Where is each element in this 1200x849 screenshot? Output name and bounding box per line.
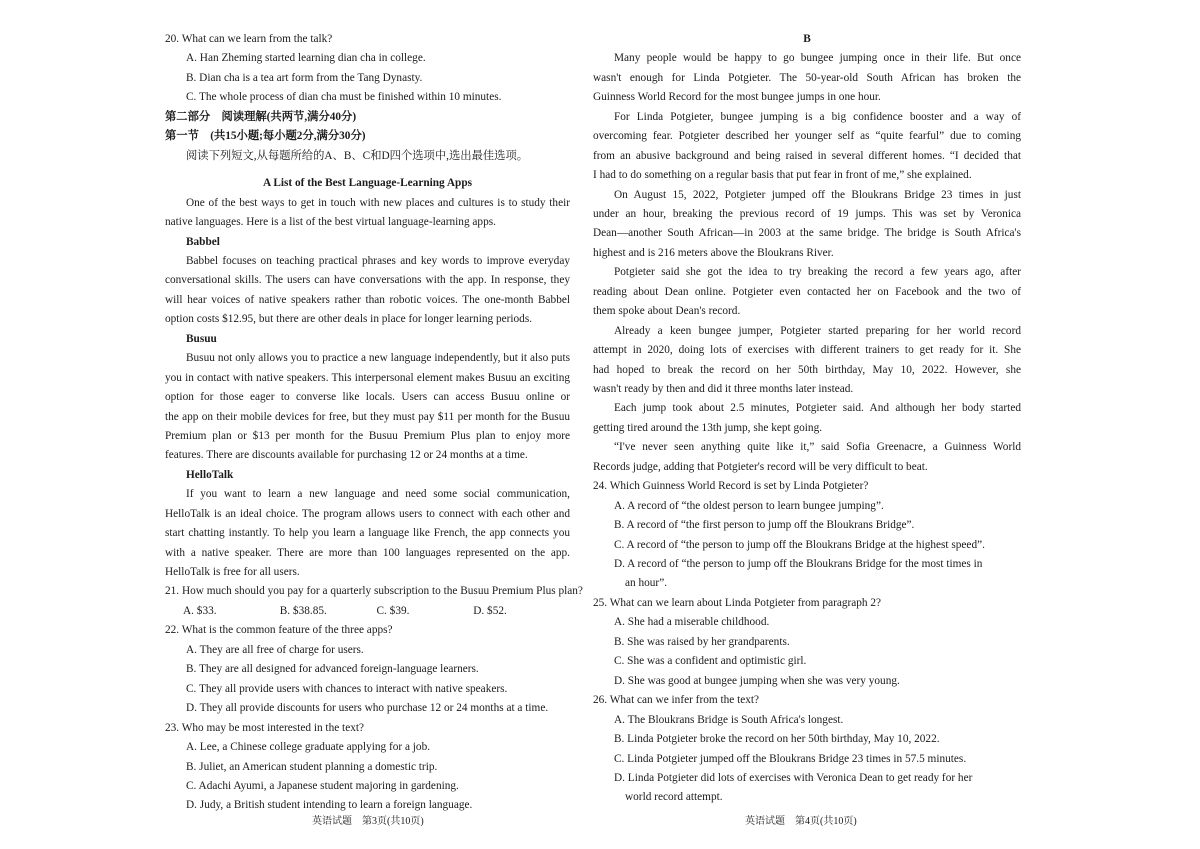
p5-line-4: wasn't ready by then and did it three months later instead. xyxy=(593,382,854,395)
busuu-line-6: features. There are discounts available for purchasing 12 or 24 months at a time. xyxy=(165,449,528,462)
question-25-option-d: D. She was good at bungee jumping when she was very young. xyxy=(614,674,900,687)
busuu-line-4: the app on their mobile devices for free, but they must pay $11 per month for the Busuu xyxy=(165,410,570,423)
question-23-stem: 23. Who may be most interested in the text? xyxy=(165,721,365,734)
hellotalk-line-5: HelloTalk is free for all users. xyxy=(165,566,300,579)
p4-line-3: them spoke about Dean's record. xyxy=(593,305,741,318)
hellotalk-heading: HelloTalk xyxy=(186,468,234,481)
hellotalk-line-3: start chatting instantly. To help you learn a language like French, the app connects you xyxy=(165,527,570,540)
babbel-line-1: Babbel focuses on teaching practical phrases and key words to improve everyday xyxy=(186,254,570,267)
question-21-option-c: C. $39. xyxy=(376,604,410,617)
p5-line-2: attempt in 2020, doing lots of exercises with different trainers to get ready for it. She xyxy=(593,344,1021,357)
hellotalk-line-2: HelloTalk is an ideal choice. The program allows users to connect with each other and xyxy=(165,507,570,520)
question-21-option-b: B. $38.85. xyxy=(279,604,327,617)
question-25-option-b: B. She was raised by her grandparents. xyxy=(614,635,790,648)
question-23-option-d: D. Judy, a British student intending to learn a foreign language. xyxy=(186,799,473,812)
question-26-option-a: A. The Bloukrans Bridge is South Africa's longest. xyxy=(614,713,844,726)
section-b-heading: B xyxy=(803,33,811,45)
busuu-line-5: Premium plan or $13 per month for the Busuu Premium Plus plan to enjoy more xyxy=(165,429,570,442)
question-21-option-d: D. $52. xyxy=(473,604,507,617)
p2-line-4: I had to do something on a regular basis that put fear in front of me,” she explained. xyxy=(593,169,972,182)
hellotalk-line-4: with a native speaker. There are more than 100 languages represented on the app. xyxy=(165,546,570,559)
question-25-stem: 25. What can we learn about Linda Potgieter from paragraph 2? xyxy=(593,596,882,609)
question-22-option-c: C. They all provide users with chances to interact with native speakers. xyxy=(186,682,508,695)
question-24-option-d-continued: an hour”. xyxy=(625,577,668,590)
right-page-footer: 英语试题 第4页(共10页) xyxy=(745,816,857,827)
p2-line-1: For Linda Potgieter, bungee jumping is a big confidence booster and a way of xyxy=(614,110,1021,123)
busuu-line-2: you in contact with native speakers. This interpersonal element makes Busuu an exciting xyxy=(165,371,570,384)
question-26-option-c: C. Linda Potgieter jumped off the Bloukrans Bridge 23 times in 57.5 minutes. xyxy=(614,752,967,765)
question-23-option-c: C. Adachi Ayumi, a Japanese student majoring in gardening. xyxy=(186,780,459,793)
intro-line-2: native languages. Here is a list of the best virtual language-learning apps. xyxy=(165,216,496,229)
p2-line-3: from an abusive background and being raised in several different homes. “I decided that xyxy=(593,149,1021,162)
hellotalk-line-1: If you want to learn a new language and need some social communication, xyxy=(186,488,570,501)
babbel-line-3: will hear voices of native speakers rather than robotic voices. The one-month Babbel xyxy=(165,293,570,306)
p4-line-2: reading about Dean online. Potgieter even contacted her on Facebook and the two of xyxy=(593,285,1021,298)
question-20-stem: 20. What can we learn from the talk? xyxy=(165,33,333,45)
passage-a-title: A List of the Best Language-Learning Apps xyxy=(262,177,473,190)
p7-line-1: “I've never seen anything quite like it,” said Sofia Greenacre, a Guinness World xyxy=(614,441,1021,454)
babbel-heading: Babbel xyxy=(186,235,220,248)
babbel-line-4: option costs $12.95, but there are other deals in place for longer learning periods. xyxy=(165,313,533,326)
p1-line-2: wasn't enough for Linda Potgieter. The 50-year-old South African has broken the xyxy=(593,71,1021,84)
question-24-stem: 24. Which Guinness World Record is set by Linda Potgieter? xyxy=(593,480,869,493)
left-page-column xyxy=(165,30,583,816)
p5-line-1: Already a keen bungee jumper, Potgieter started preparing for her world record xyxy=(614,324,1021,337)
p3-line-2: under an hour, breaking the previous record of 19 jumps. This was set by Veronica xyxy=(593,207,1021,220)
busuu-line-1: Busuu not only allows you to practice a new language independently, but it also puts xyxy=(186,352,570,365)
reading-instructions: 阅读下列短文,从每题所给的A、B、C和D四个选项中,选出最佳选项。 xyxy=(186,149,529,162)
p6-line-2: getting tired around the 13th jump, she kept going. xyxy=(593,421,823,434)
question-23-option-a: A. Lee, a Chinese college graduate applying for a job. xyxy=(186,741,431,754)
babbel-line-2: conversational skills. The users can have conversations with the app. In response, they xyxy=(165,274,570,287)
p3-line-4: highest and is 216 meters above the Bloukrans River. xyxy=(593,246,834,259)
question-26-option-d: D. Linda Potgieter did lots of exercises with Veronica Dean to get ready for her xyxy=(614,771,973,784)
p6-line-1: Each jump took about 2.5 minutes, Potgieter said. And although her body started xyxy=(614,402,1021,415)
question-26-option-d-continued: world record attempt. xyxy=(625,791,723,804)
question-20-option-b: B. Dian cha is a tea art form from the Tang Dynasty. xyxy=(186,71,423,84)
p1-line-1: Many people would be happy to go bungee jumping once in their life. But once xyxy=(614,52,1021,65)
question-26-stem: 26. What can we infer from the text? xyxy=(593,694,760,707)
question-24-option-c: C. A record of “the person to jump off the Bloukrans Bridge at the highest speed”. xyxy=(614,538,985,551)
p3-line-1: On August 15, 2022, Potgieter jumped off the Bloukrans Bridge 23 times in just xyxy=(614,188,1021,201)
p4-line-1: Potgieter said she got the idea to try breaking the record a few years ago, after xyxy=(614,266,1021,279)
question-20-option-c: C. The whole process of dian cha must be finished within 10 minutes. xyxy=(186,91,502,104)
p1-line-3: Guinness World Record for the most bungee jumps in one hour. xyxy=(593,91,881,104)
question-22-stem: 22. What is the common feature of the three apps? xyxy=(165,624,393,637)
section-1-title: 第一节 (共15小题;每小题2分,满分30分) xyxy=(165,130,366,143)
busuu-heading: Busuu xyxy=(186,332,217,345)
question-25-option-c: C. She was a confident and optimistic girl. xyxy=(614,655,807,668)
p3-line-3: Dean—another South African—in 2003 at the same bridge. The bridge is South Africa's xyxy=(593,227,1021,240)
question-22-option-b: B. They are all designed for advanced foreign-language learners. xyxy=(186,663,479,676)
p2-line-2: overcoming fear. Potgieter described her younger self as “quite fearful” due to coming xyxy=(593,130,1021,143)
question-23-option-b: B. Juliet, an American student planning a domestic trip. xyxy=(186,760,438,773)
question-20-option-a: A. Han Zheming started learning dian cha in college. xyxy=(186,52,426,65)
question-21-option-a: A. $33. xyxy=(183,604,217,617)
part-2-title: 第二部分 阅读理解(共两节,满分40分) xyxy=(165,110,357,123)
question-24-option-b: B. A record of “the first person to jump off the Bloukrans Bridge”. xyxy=(614,519,915,532)
right-page-column xyxy=(593,30,1021,808)
question-26-option-b: B. Linda Potgieter broke the record on her 50th birthday, May 10, 2022. xyxy=(614,733,940,746)
intro-line-1: One of the best ways to get in touch with new places and cultures is to study their xyxy=(186,196,570,209)
left-page-footer: 英语试题 第3页(共10页) xyxy=(312,816,424,827)
question-22-option-a: A. They are all free of charge for users. xyxy=(186,643,364,656)
busuu-line-3: option for those eager to converse like locals. Users can access Busuu online or xyxy=(165,391,570,404)
p5-line-3: had hoped to break the record on her 50th birthday, May 10, 2022. However, she xyxy=(593,363,1021,376)
spacer xyxy=(165,166,570,174)
question-24-option-d: D. A record of “the person to jump off the Bloukrans Bridge for the most times in xyxy=(614,558,983,570)
question-22-option-d: D. They all provide discounts for users who purchase 12 or 24 months at a time. xyxy=(186,702,549,715)
question-21-options xyxy=(165,602,570,621)
question-24-option-a: A. A record of “the oldest person to learn bungee jumping”. xyxy=(614,499,884,512)
question-21-stem: 21. How much should you pay for a quarterly subscription to the Busuu Premium Plus plan? xyxy=(165,585,583,598)
question-25-option-a: A. She had a miserable childhood. xyxy=(614,616,770,629)
p7-line-2: Records judge, adding that Potgieter's record will be very difficult to beat. xyxy=(593,460,928,473)
